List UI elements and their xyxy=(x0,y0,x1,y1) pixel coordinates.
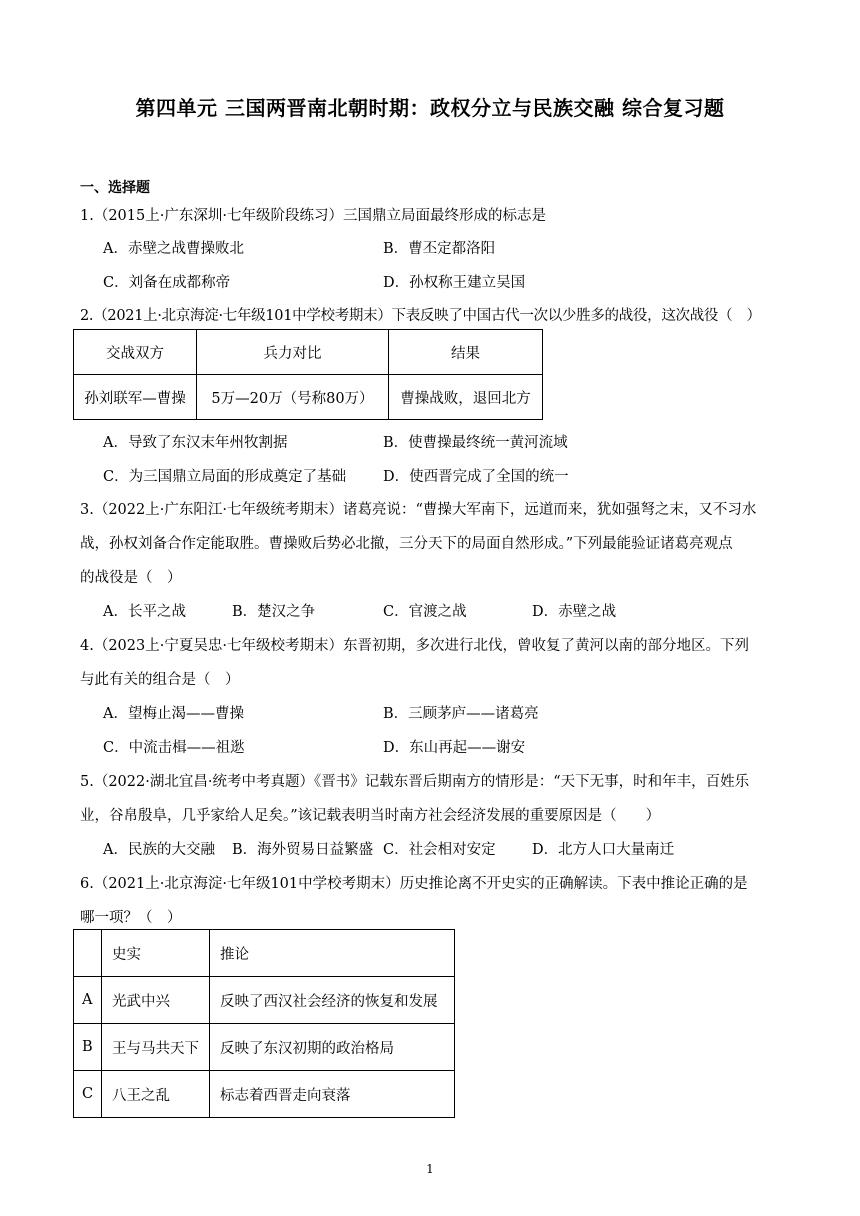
q1-option-a: A．赤壁之战曹操败北 xyxy=(103,241,244,257)
q6-table-cell: 标志着西晋走向衰落 xyxy=(210,1071,455,1118)
q2-option-b: B．使曹操最终统一黄河流域 xyxy=(383,435,568,451)
q5-option-c: C．社会相对安定 xyxy=(383,842,496,858)
q5-option-b: B．海外贸易日益繁盛 xyxy=(232,842,374,858)
q6-table-cell: 光武中兴 xyxy=(102,977,210,1024)
q6-table-cell: 反映了东汉初期的政治格局 xyxy=(210,1024,455,1071)
q6-table-cell: B xyxy=(74,1024,102,1071)
question-6-stem-line: 6.（2021上·北京海淀·七年级101中学校考期末）历史推论离不开史实的正确解读。下表中推论正确的是 xyxy=(80,876,748,892)
q2-option-d: D．使西晋完成了全国的统一 xyxy=(383,469,569,485)
q2-table-header: 交战双方 xyxy=(74,330,197,375)
q6-table-cell: A xyxy=(74,977,102,1024)
question-4-stem-line: 4.（2023上·宁夏吴忠·七年级校考期末）东晋初期，多次进行北伐，曾收复了黄河以南的部分地区。下列 xyxy=(80,638,749,654)
q6-table-cell: 八王之乱 xyxy=(102,1071,210,1118)
question-4-stem-line: 与此有关的组合是（ ） xyxy=(80,672,240,688)
q2-table xyxy=(73,329,543,420)
q5-option-d: D．北方人口大量南迁 xyxy=(532,842,675,858)
q6-table-header: 推论 xyxy=(210,930,455,977)
question-6-stem-line: 哪一项？（ ） xyxy=(80,910,182,926)
q1-option-d: D．孙权称王建立吴国 xyxy=(383,275,526,291)
q5-option-a: A．民族的大交融 xyxy=(103,842,215,858)
q4-option-a: A．望梅止渴——曹操 xyxy=(103,706,244,722)
q2-table-header: 结果 xyxy=(389,330,543,375)
q2-table-cell: 孙刘联军—曹操 xyxy=(74,375,197,420)
q3-option-d: D．赤壁之战 xyxy=(532,604,617,620)
q2-table-cell: 5万—20万（号称80万） xyxy=(197,375,389,420)
q3-option-c: C．官渡之战 xyxy=(383,604,467,620)
q3-option-b: B．楚汉之争 xyxy=(232,604,316,620)
q6-table xyxy=(73,929,455,1118)
q2-table-cell: 曹操战败，退回北方 xyxy=(389,375,543,420)
question-2-stem: 2.（2021上·北京海淀·七年级101中学校考期末）下表反映了中国古代一次以少胜多的战役，这次战役（ ） xyxy=(80,308,761,324)
q6-table-cell: 反映了西汉社会经济的恢复和发展 xyxy=(210,977,455,1024)
q4-option-d: D．东山再起——谢安 xyxy=(383,740,526,756)
question-1-stem: 1.（2015上·广东深圳·七年级阶段练习）三国鼎立局面最终形成的标志是 xyxy=(80,208,546,224)
question-3-stem-line: 的战役是（ ） xyxy=(80,570,182,586)
q1-option-b: B．曹丕定都洛阳 xyxy=(383,241,496,257)
q2-option-c: C．为三国鼎立局面的形成奠定了基础 xyxy=(103,469,347,485)
q2-option-a: A．导致了东汉末年州牧割据 xyxy=(103,435,288,451)
section-heading: 一、选择题 xyxy=(80,180,150,196)
question-5-stem-line: 业，谷帛殷阜，几乎家给人足矣。”该记载表明当时南方社会经济发展的重要原因是（ ） xyxy=(80,808,661,824)
question-5-stem-line: 5.（2022·湖北宜昌·统考中考真题）《晋书》记载东晋后期南方的情形是：“天下无事，时和年丰，百姓乐 xyxy=(80,774,750,790)
q6-table-cell: 王与马共天下 xyxy=(102,1024,210,1071)
page-number: 1 xyxy=(426,1162,434,1176)
q4-option-b: B．三顾茅庐——诸葛亮 xyxy=(383,706,539,722)
q3-option-a: A．长平之战 xyxy=(103,604,186,620)
q4-option-c: C．中流击楫——祖逖 xyxy=(103,740,245,756)
q6-table-header xyxy=(74,930,102,977)
page-title: 第四单元 三国两晋南北朝时期：政权分立与民族交融 综合复习题 xyxy=(135,96,725,120)
q2-table-header: 兵力对比 xyxy=(197,330,389,375)
question-3-stem-line: 3.（2022上·广东阳江·七年级统考期末）诸葛亮说：“曹操大军南下，远道而来，犹如强弩之末，又不习水 xyxy=(80,502,757,518)
question-3-stem-line: 战，孙权刘备合作定能取胜。曹操败后势必北撤，三分天下的局面自然形成。”下列最能验证诸葛亮观点 xyxy=(80,536,733,552)
q6-table-cell: C xyxy=(74,1071,102,1118)
q1-option-c: C．刘备在成都称帝 xyxy=(103,275,231,291)
q6-table-header: 史实 xyxy=(102,930,210,977)
